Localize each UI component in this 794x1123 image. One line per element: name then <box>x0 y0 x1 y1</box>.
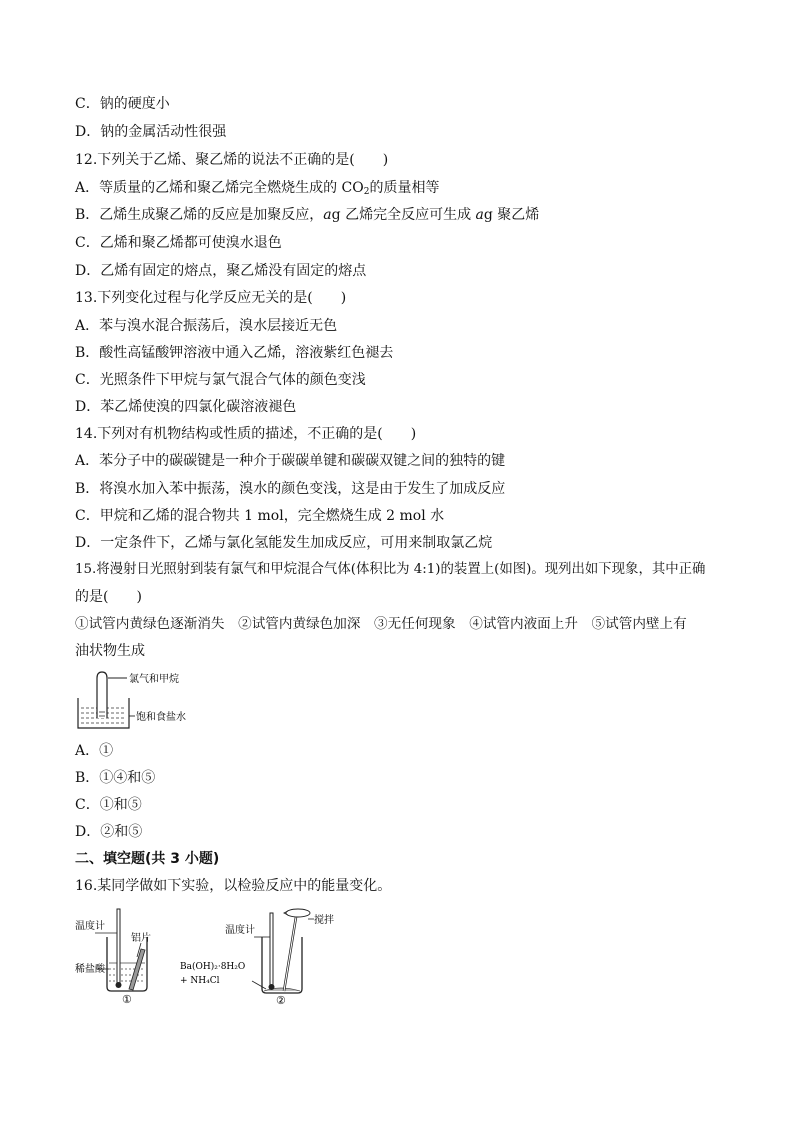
q14-stem: 14.下列对有机物结构或性质的描述，不正确的是( ) <box>75 426 417 442</box>
q11-option-d: D．钠的金属活动性很强 <box>75 124 227 140</box>
q15-phenomena-line1: ①试管内黄绿色逐渐消失 ②试管内黄绿色加深 ③无任何现象 ④试管内液面上升 ⑤试管内壁上有 <box>75 616 687 632</box>
fig2-reagent-line2: + NH₄Cl <box>180 976 220 986</box>
q15-stem-line2: 的是( ) <box>75 589 142 605</box>
fig1-label-thermometer: 温度计 <box>75 921 105 932</box>
q15-option-c: C．①和⑤ <box>75 797 142 813</box>
q12-option-a: A．等质量的乙烯和聚乙烯完全燃烧生成的 $CO_2$的质量相等 <box>75 180 440 197</box>
q11-option-c: C．钠的硬度小 <box>75 96 170 112</box>
q15-apparatus-figure <box>75 668 200 734</box>
q13-option-d: D．苯乙烯使溴的四氯化碳溶液褪色 <box>75 399 297 415</box>
q12-option-c: C．乙烯和聚乙烯都可使溴水退色 <box>75 235 282 251</box>
q14-option-b: B．将溴水加入苯中振荡，溴水的颜色变浅，这是由于发生了加成反应 <box>75 481 506 497</box>
fig2-number: ② <box>276 994 286 1005</box>
q14-option-c: C．甲烷和乙烯的混合物共 1 mol，完全燃烧生成 2 mol 水 <box>75 508 445 524</box>
q12-stem: 12.下列关于乙烯、聚乙烯的说法不正确的是( ) <box>75 152 389 168</box>
q15-phenomena-line2: 油状物生成 <box>75 643 145 659</box>
fig2-label-thermometer: 温度计 <box>225 925 255 936</box>
q13-stem: 13.下列变化过程与化学反应无关的是( ) <box>75 290 347 306</box>
q13-option-b: B．酸性高锰酸钾溶液中通入乙烯，溶液紫红色褪去 <box>75 345 394 361</box>
fig2-label-stir: 搅拌 <box>314 915 334 926</box>
q16-figure-1 <box>75 905 175 1005</box>
q14-option-d: D．一定条件下，乙烯与氯化氢能发生加成反应，可用来制取氯乙烷 <box>75 535 493 551</box>
q12-option-b: B．乙烯生成聚乙烯的反应是加聚反应，ag 乙烯完全反应可生成 ag 聚乙烯 <box>75 207 540 223</box>
q13-option-a: A．苯与溴水混合振荡后，溴水层接近无色 <box>75 318 338 334</box>
section-title: 二、填空题(共 3 小题) <box>75 851 220 867</box>
fig1-label-aluminium: 铝片 <box>131 933 151 944</box>
q15-option-a: A．① <box>75 743 114 759</box>
q16-stem: 16.某同学做如下实验，以检验反应中的能量变化。 <box>75 878 392 894</box>
q15-option-d: D．②和⑤ <box>75 824 143 840</box>
q13-option-c: C．光照条件下甲烷与氯气混合气体的颜色变浅 <box>75 372 366 388</box>
fig1-number: ① <box>122 993 132 1005</box>
fig1-label-acid: 稀盐酸 <box>75 964 105 975</box>
fig2-reagent-line1: Ba(OH)₂·8H₂O <box>180 962 246 972</box>
q12-option-d: D．乙烯有固定的熔点，聚乙烯没有固定的熔点 <box>75 263 367 279</box>
q16-figure-2 <box>180 905 335 1005</box>
q15-option-b: B．①④和⑤ <box>75 770 156 786</box>
q14-option-a: A．苯分子中的碳碳键是一种介于碳碳单键和碳碳双键之间的独特的键 <box>75 453 506 469</box>
q15-stem-line1: 15.将漫射日光照射到装有氯气和甲烷混合气体(体积比为 4:1)的装置上(如图)。现列出如下现象，其中正确 <box>75 562 706 577</box>
q15-label-water: 饱和食盐水 <box>136 712 186 723</box>
q15-label-gas: 氯气和甲烷 <box>129 674 179 685</box>
